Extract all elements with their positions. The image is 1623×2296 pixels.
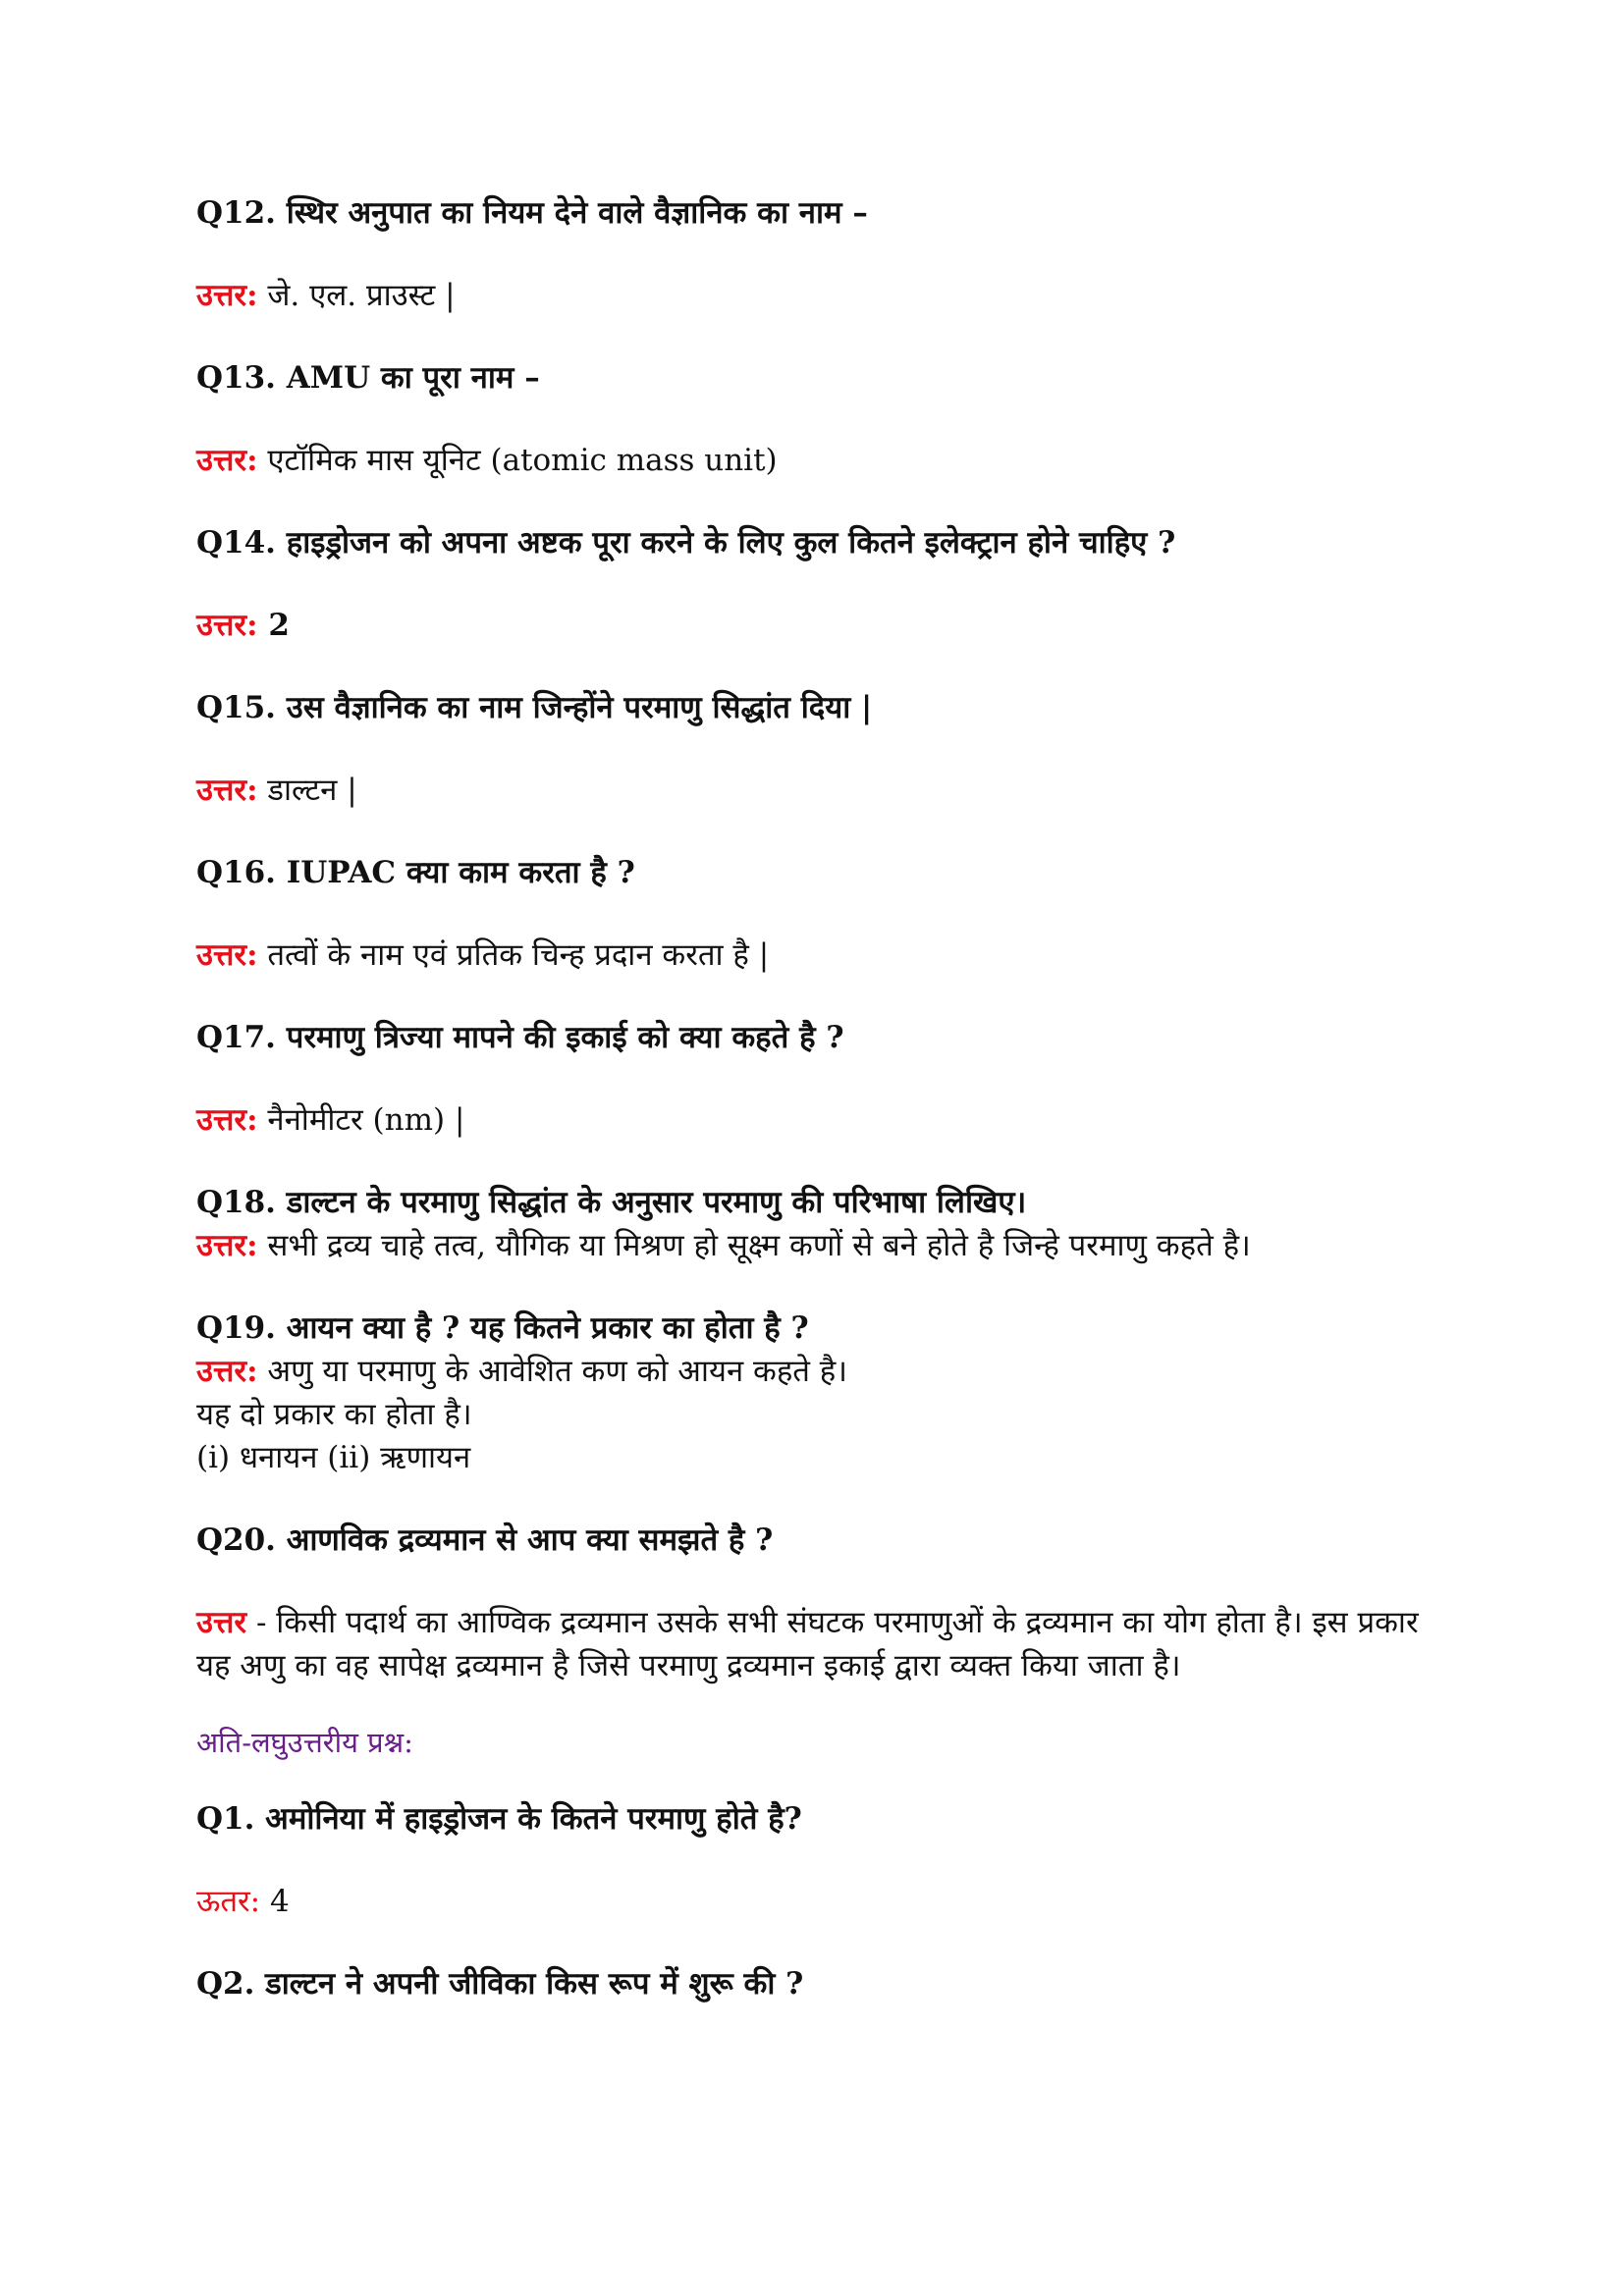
answer-text: - किसी पदार्थ का आण्विक द्रव्यमान उसके सभी संघटक परमाणुओं के द्रव्यमान का योग होता है। इस प्रकार यह अणु का वह सापेक्ष द्रव्यमान है जिसे परमाणु द्रव्यमान इकाई द्वारा व्यक्त किया जाता है। <box>196 1605 1419 1683</box>
answer-q19 <box>196 1350 1434 1393</box>
answer-text: सभी द्रव्य चाहे तत्व, यौगिक या मिश्रण हो सूक्ष्म कणों से बने होते है जिन्हे परमाणु कहते है। <box>257 1228 1251 1263</box>
answer-q13 <box>196 439 1434 482</box>
answer-text: डाल्टन | <box>257 773 357 808</box>
question-short-q2: Q2. डाल्टन ने अपनी जीविका किस रूप में शुरू की ? <box>196 1966 804 2002</box>
question-q13: Q13. AMU का पूरा नाम – <box>196 360 540 396</box>
question-short-q1: Q1. अमोनिया में हाइड्रोजन के कितने परमाणु होते है? <box>196 1801 802 1837</box>
answer-label: उत्तर: <box>196 1102 258 1138</box>
question-q20: Q20. आणविक द्रव्यमान से आप क्या समझते है ? <box>196 1522 774 1558</box>
answer-q16 <box>196 934 1434 977</box>
answer-label: उत्तर: <box>196 443 258 478</box>
answer-label: उत्तर: <box>196 937 258 973</box>
answer-q15 <box>196 769 1434 812</box>
answer-q20 <box>196 1601 1434 1687</box>
answer-text: तत्वों के नाम एवं प्रतिक चिन्ह प्रदान करता है | <box>257 937 770 973</box>
answer-q12 <box>196 274 1434 317</box>
section-heading: अति-लघुउत्तरीय प्रश्न: <box>196 1726 413 1759</box>
answer-q14 <box>196 604 1434 647</box>
answer-label: उत्तर: <box>196 1228 258 1263</box>
answer-q19-line3: (i) धनायन (ii) ऋणायन <box>196 1440 471 1475</box>
answer-q19-line2: यह दो प्रकार का होता है। <box>196 1397 472 1432</box>
answer-text: नैनोमीटर (nm) | <box>257 1102 465 1138</box>
answer-text: 4 <box>260 1884 290 1919</box>
answer-short-q1 <box>196 1880 1434 1923</box>
answer-label: उत्तर: <box>196 278 258 313</box>
question-q18: Q18. डाल्टन के परमाणु सिद्धांत के अनुसार परमाणु की परिभाषा लिखिए। <box>196 1185 1027 1220</box>
question-q16: Q16. IUPAC क्या काम करता है ? <box>196 855 635 890</box>
answer-label: ऊतर: <box>196 1884 261 1919</box>
answer-text: 2 <box>257 608 290 643</box>
answer-label: उत्तर: <box>196 773 258 808</box>
document-page <box>196 191 1434 2005</box>
answer-q17 <box>196 1098 1434 1142</box>
answer-text: जे. एल. प्राउस्ट | <box>257 278 456 313</box>
question-q17: Q17. परमाणु त्रिज्या मापने की इकाई को क्या कहते है ? <box>196 1020 844 1055</box>
answer-text: एटॉमिक मास यूनिट (atomic mass unit) <box>257 443 778 478</box>
question-q15: Q15. उस वैज्ञानिक का नाम जिन्होंने परमाणु सिद्धांत दिया | <box>196 690 873 725</box>
answer-q18 <box>196 1224 1434 1267</box>
answer-label: उत्तर: <box>196 608 258 643</box>
question-q19: Q19. आयन क्या है ? यह कितने प्रकार का होता है ? <box>196 1310 809 1346</box>
question-q12: Q12. स्थिर अनुपात का नियम देने वाले वैज्ञानिक का नाम – <box>196 195 868 231</box>
answer-text: अणु या परमाणु के आवेशित कण को आयन कहते है। <box>257 1354 848 1389</box>
answer-label: उत्तर: <box>196 1354 258 1389</box>
question-q14: Q14. हाइड्रोजन को अपना अष्टक पूरा करने के लिए कुल कितने इलेक्ट्रान होने चाहिए ? <box>196 525 1176 561</box>
answer-label: उत्तर <box>196 1605 247 1640</box>
